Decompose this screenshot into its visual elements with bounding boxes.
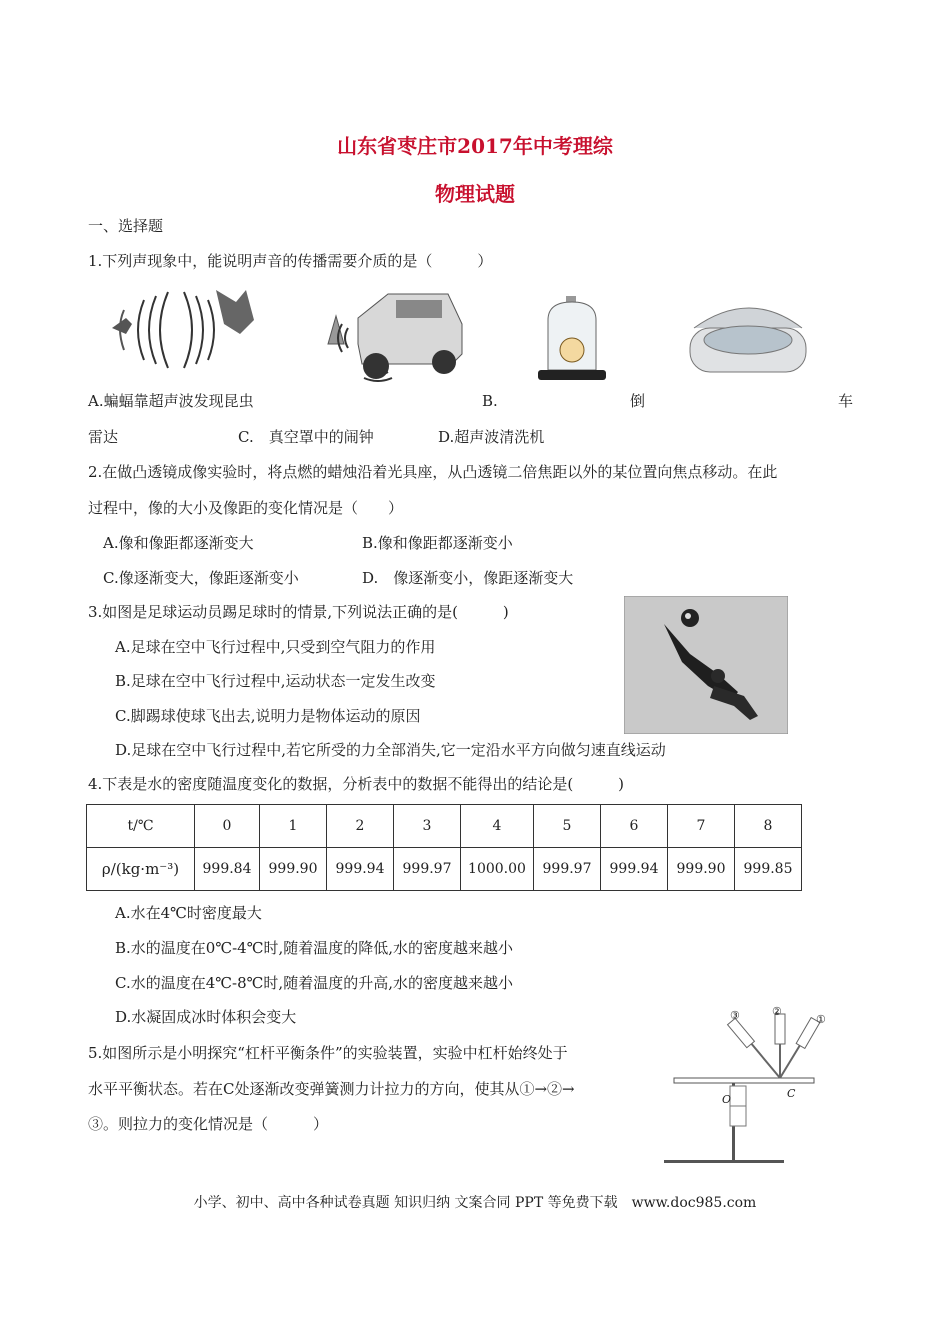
table-cell: 2 — [327, 805, 394, 848]
ultrasonic-cleaner-figure — [686, 292, 810, 384]
lever-label-3: ③ — [730, 1009, 740, 1022]
q2-stem-line1: 2.在做凸透镜成像实验时，将点燃的蜡烛沿着光具座，从凸透镜二倍焦距以外的某位置向焦点移动。在此 — [88, 463, 778, 481]
q1-option-c: C. 真空罩中的闹钟 — [238, 428, 374, 446]
q3-stem: 3.如图是足球运动员踢足球时的情景,下列说法正确的是( ) — [88, 603, 509, 621]
table-cell: 999.90 — [668, 848, 735, 891]
q5-stem-line2: 水平平衡状态。若在C处逐渐改变弹簧测力计拉力的方向，使其从①→②→ — [88, 1080, 575, 1098]
lever-label-c: C — [787, 1087, 796, 1100]
q2-option-c: C.像逐渐变大，像距逐渐变小 — [103, 569, 299, 587]
q3-option-d: D.足球在空中飞行过程中,若它所受的力全部消失,它一定沿水平方向做匀速直线运动 — [115, 741, 666, 759]
q4-option-b: B.水的温度在0℃-4℃时,随着温度的降低,水的密度越来越小 — [115, 939, 514, 957]
table-cell: 999.94 — [327, 848, 394, 891]
table-row — [87, 805, 802, 848]
q5-stem-line3: ③。则拉力的变化情况是（ ） — [88, 1115, 329, 1133]
q5-stem-line1: 5.如图所示是小明探究“杠杆平衡条件”的实验装置，实验中杠杆始终处于 — [88, 1044, 568, 1062]
football-kick-photo — [624, 596, 788, 734]
q1-stem: 1.下列声现象中，能说明声音的传播需要介质的是（ ） — [88, 252, 493, 270]
q1-option-b: B. — [482, 392, 498, 410]
lever-label-1: ① — [816, 1013, 826, 1026]
q4-option-a: A.水在4℃时密度最大 — [115, 904, 262, 922]
exam-title: 山东省枣庄市2017年中考理综 — [337, 134, 613, 158]
bat-insect-figure — [104, 280, 264, 370]
table-cell: 0 — [195, 805, 260, 848]
lever-label-o: O — [722, 1093, 732, 1106]
exam-subtitle: 物理试题 — [435, 182, 515, 206]
q2-option-b: B.像和像距都逐渐变小 — [362, 534, 513, 552]
table-header-cell: t/℃ — [87, 805, 195, 848]
table-cell: 8 — [735, 805, 802, 848]
q2-option-a: A.像和像距都逐渐变大 — [103, 534, 254, 552]
q4-option-d: D.水凝固成冰时体积会变大 — [115, 1008, 297, 1026]
table-cell: 5 — [534, 805, 601, 848]
q1-option-d: D.超声波清洗机 — [438, 428, 545, 446]
table-cell: 6 — [601, 805, 668, 848]
q3-option-c: C.脚踢球使球飞出去,说明力是物体运动的原因 — [115, 707, 421, 725]
table-cell: 999.90 — [260, 848, 327, 891]
bell-jar-alarm-figure — [536, 296, 608, 386]
q3-option-a: A.足球在空中飞行过程中,只受到空气阻力的作用 — [115, 638, 436, 656]
q3-option-b: B.足球在空中飞行过程中,运动状态一定发生改变 — [115, 672, 436, 690]
q1-option-b-word2: 车 — [838, 392, 854, 410]
car-reversing-radar-figure — [318, 288, 466, 382]
q2-stem-line2: 过程中，像的大小及像距的变化情况是（ ） — [88, 499, 404, 517]
table-cell: 999.97 — [394, 848, 461, 891]
table-header-cell: ρ/(kg·m⁻³) — [87, 848, 195, 891]
lever-label-2: ② — [772, 1005, 782, 1018]
q1-option-b-word1: 倒 — [630, 392, 646, 410]
table-row — [87, 848, 802, 891]
q1-option-a: A.蝙蝠靠超声波发现昆虫 — [88, 392, 254, 410]
table-cell: 7 — [668, 805, 735, 848]
table-cell: 1 — [260, 805, 327, 848]
footer-text: 小学、初中、高中各种试卷真题 知识归纳 文案合同 PPT 等免费下载 www.doc985.com — [193, 1195, 757, 1211]
table-cell: 1000.00 — [461, 848, 534, 891]
table-cell: 4 — [461, 805, 534, 848]
q1-option-b-cont: 雷达 — [88, 428, 119, 446]
q4-stem: 4.下表是水的密度随温度变化的数据，分析表中的数据不能得出的结论是( ) — [88, 775, 625, 793]
table-cell: 999.94 — [601, 848, 668, 891]
section-heading: 一、选择题 — [88, 217, 164, 235]
density-table — [86, 804, 802, 891]
table-cell: 999.84 — [195, 848, 260, 891]
table-cell: 3 — [394, 805, 461, 848]
lever-apparatus-figure — [660, 1005, 830, 1166]
q4-option-c: C.水的温度在4℃-8℃时,随着温度的升高,水的密度越来越小 — [115, 974, 513, 992]
table-cell: 999.97 — [534, 848, 601, 891]
q2-option-d: D. 像逐渐变小，像距逐渐变大 — [362, 569, 574, 587]
table-cell: 999.85 — [735, 848, 802, 891]
